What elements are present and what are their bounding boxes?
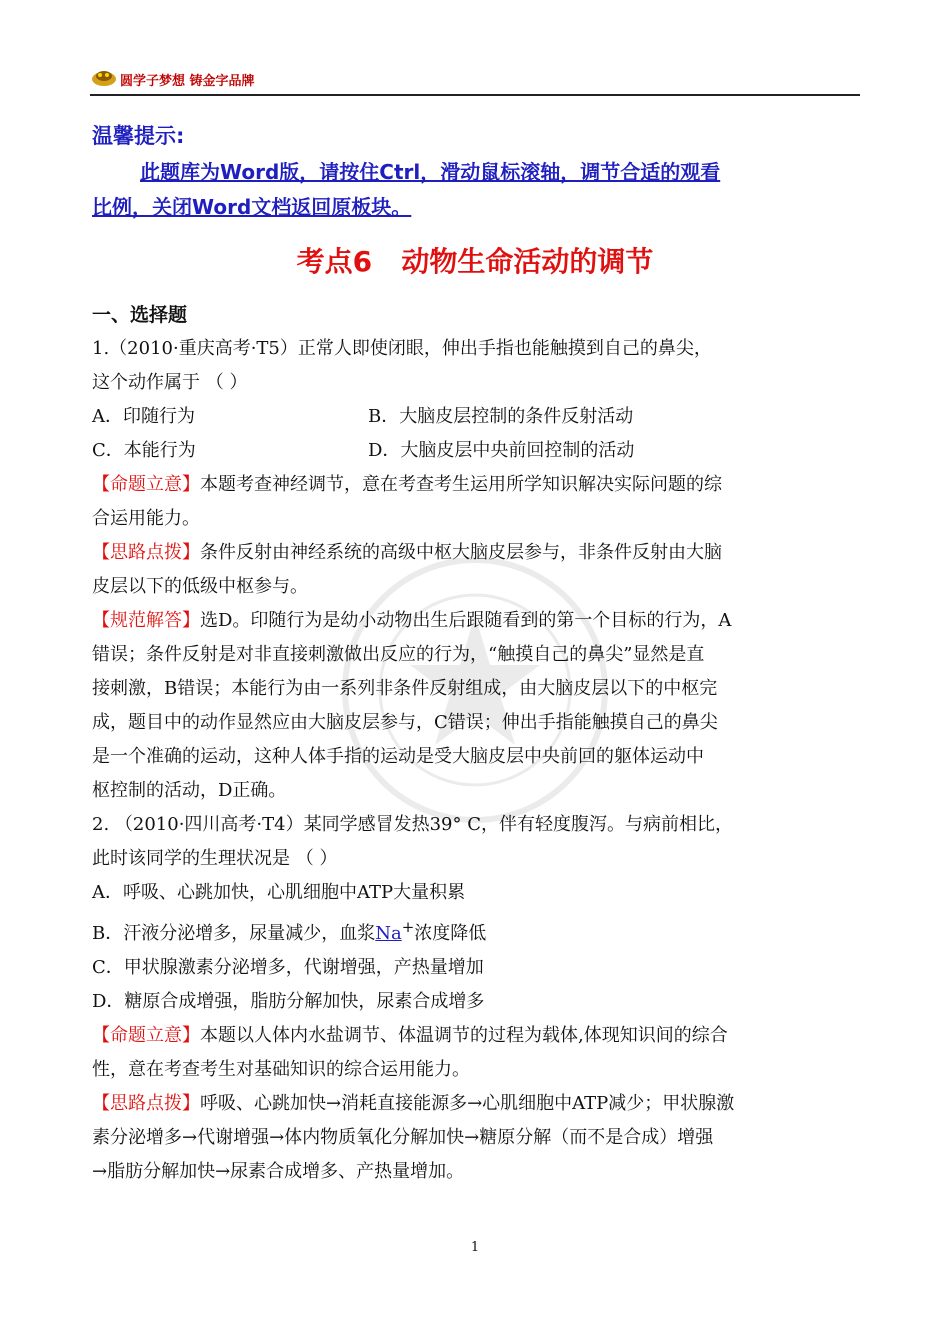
q1-answer-line-1: 选D。印随行为是幼小动物出生后跟随看到的第一个目标的行为，A [200,610,732,631]
q1-answer-line-3: 接刺激，B错误；本能行为由一系列非条件反射组成，由大脑皮层以下的中枢完 [92,678,718,699]
header-slogan: 圆学子梦想 铸金字品牌 [120,74,255,89]
q1-stem-line-1: 1.（2010·重庆高考·T5）正常人即使闭眼，伸出手指也能触摸到自己的鼻尖， [92,338,712,359]
q2-hint-tag: 【思路点拨】 [92,1093,200,1114]
tip-line-1[interactable]: 此题库为Word版，请按住Ctrl，滑动鼠标滚轴，调节合适的观看 [140,160,721,184]
q1-option-b: B．大脑皮层控制的条件反射活动 [368,406,634,427]
q2-stem-line-2: 此时该同学的生理状况是 （ ） [92,848,338,869]
q2-intent [92,1019,862,1053]
q2-option-c: C．甲状腺激素分泌增多，代谢增强，产热量增加 [92,957,484,978]
q1-intent-line-2: 合运用能力。 [92,508,200,529]
tip-body [92,155,862,225]
q2-option-d: D．糖原合成增强，脂肪分解加快，尿素合成增多 [92,991,485,1012]
section-heading: 一、选择题 [92,304,188,326]
q2-intent-tag: 【命题立意】 [92,1025,200,1046]
content [92,298,862,1189]
q2-intent-line-1: 本题以人体内水盐调节、体温调节的过程为载体,体现知识间的综合 [200,1025,728,1046]
tip-title: 温馨提示: [92,124,185,148]
q2-option-b-pre: B．汗液分泌增多，尿量减少，血浆 [92,923,376,944]
q1-option-a: A．印随行为 [92,406,195,427]
q1-options-row-1 [92,400,862,434]
q2-hint-line-2: 素分泌增多→代谢增强→体内物质氧化分解加快→糖原分解（而不是合成）增强 [92,1127,714,1148]
q1-answer-line-6: 枢控制的活动，D正确。 [92,780,287,801]
q1-answer-line-2: 错误；条件反射是对非直接刺激做出反应的行为，“触摸自己的鼻尖”显然是直 [92,644,705,665]
q2-option-b [92,910,862,951]
tip-line-2[interactable]: 比例，关闭Word文档返回原板块。 [92,195,412,219]
q1-answer [92,604,862,638]
q1-options-row-2 [92,434,862,468]
q1-hint-line-2: 皮层以下的低级中枢参与。 [92,576,308,597]
q1-answer-line-4: 成，题目中的动作显然应由大脑皮层参与，C错误；伸出手指能触摸自己的鼻尖 [92,712,718,733]
q1-hint [92,536,862,570]
q1-hint-tag: 【思路点拨】 [92,542,200,563]
q2-hint-line-1: 呼吸、心跳加快→消耗直接能源多→心肌细胞中ATP减少；甲状腺激 [200,1093,735,1114]
q1-intent-tag: 【命题立意】 [92,474,200,495]
q1-intent [92,468,862,502]
q2-stem-line-1: 2. （2010·四川高考·T4）某同学感冒发热39° C，伴有轻度腹泻。与病前相比， [92,814,734,835]
q1-option-c: C．本能行为 [92,440,196,461]
q2-hint [92,1087,862,1121]
q2-intent-line-2: 性，意在考查考生对基础知识的综合运用能力。 [92,1059,470,1080]
q1-hint-line-1: 条件反射由神经系统的高级中枢大脑皮层参与，非条件反射由大脑 [200,542,722,563]
page-number: 1 [470,1240,480,1255]
q1-option-d: D．大脑皮层中央前回控制的活动 [368,440,635,461]
q2-hint-line-3: →脂肪分解加快→尿素合成增多、产热量增加。 [92,1161,465,1182]
q1-answer-tag: 【规范解答】 [92,610,200,631]
q2-option-b-post: 浓度降低 [414,923,487,944]
superscript-plus: + [401,918,415,936]
logo-icon [90,66,118,88]
q1-intent-line-1: 本题考查神经调节，意在考查考生运用所学知识解决实际问题的综 [200,474,722,495]
page-title: 考点6 动物生命活动的调节 [296,245,654,278]
na-link[interactable]: Na [375,923,402,944]
q1-stem-line-2: 这个动作属于 （ ） [92,372,248,393]
page-header [90,64,860,96]
q1-answer-line-5: 是一个准确的运动，这种人体手指的运动是受大脑皮层中央前回的躯体运动中 [92,746,704,767]
q2-option-a: A．呼吸、心跳加快，心肌细胞中ATP大量积累 [92,882,466,903]
